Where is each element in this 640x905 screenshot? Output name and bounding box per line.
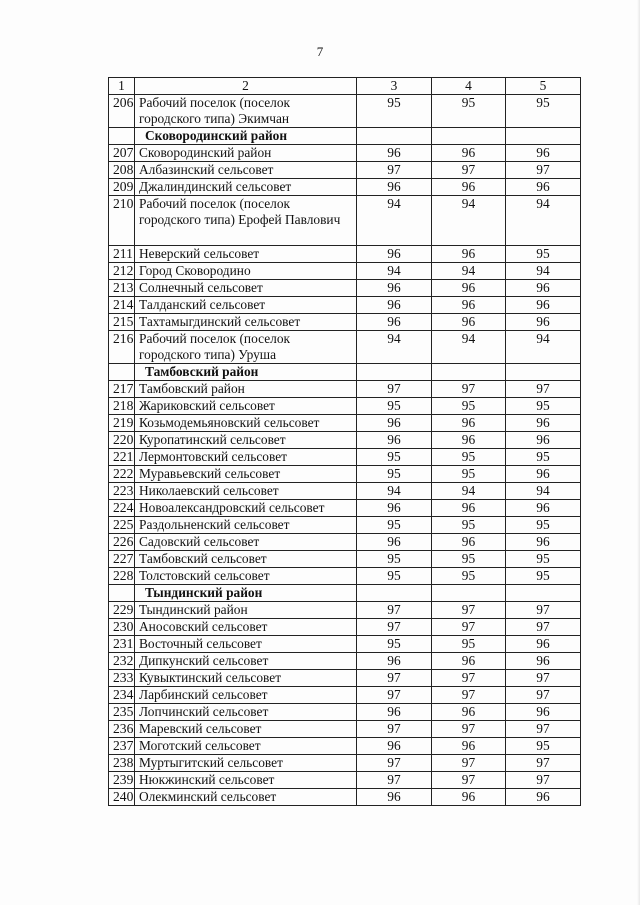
table-row xyxy=(109,687,581,704)
section-title: Тамбовский район xyxy=(135,364,357,381)
row-number: 240 xyxy=(109,789,135,806)
table-row xyxy=(109,331,581,364)
row-number: 211 xyxy=(109,246,135,263)
empty-value-cell xyxy=(506,128,581,145)
empty-value-cell xyxy=(432,128,506,145)
value-col-3: 96 xyxy=(357,789,432,806)
municipality-name: Новоалександровский сельсовет xyxy=(135,500,357,517)
value-col-3: 94 xyxy=(357,483,432,500)
row-number-cell xyxy=(109,128,135,145)
value-col-4: 96 xyxy=(432,653,506,670)
table-row xyxy=(109,500,581,517)
value-col-3: 94 xyxy=(357,263,432,280)
value-col-3: 97 xyxy=(357,670,432,687)
municipality-name: Лопчинский сельсовет xyxy=(135,704,357,721)
value-col-4: 95 xyxy=(432,449,506,466)
value-col-4: 97 xyxy=(432,721,506,738)
value-col-4: 96 xyxy=(432,145,506,162)
section-header-row xyxy=(109,128,581,145)
municipality-name: Тындинский район xyxy=(135,602,357,619)
value-col-5: 97 xyxy=(506,755,581,772)
row-number: 221 xyxy=(109,449,135,466)
table-row xyxy=(109,297,581,314)
value-col-5: 96 xyxy=(506,466,581,483)
municipality-name: Садовский сельсовет xyxy=(135,534,357,551)
value-col-3: 95 xyxy=(357,568,432,585)
value-col-5: 95 xyxy=(506,95,581,128)
table-row xyxy=(109,449,581,466)
value-col-5: 95 xyxy=(506,551,581,568)
value-col-4: 97 xyxy=(432,670,506,687)
value-col-4: 95 xyxy=(432,466,506,483)
municipality-name: Нюкжинский сельсовет xyxy=(135,772,357,789)
row-number: 206 xyxy=(109,95,135,128)
table-row xyxy=(109,263,581,280)
value-col-5: 97 xyxy=(506,602,581,619)
value-col-5: 96 xyxy=(506,704,581,721)
table-body xyxy=(109,78,581,806)
section-header-row xyxy=(109,364,581,381)
row-number: 219 xyxy=(109,415,135,432)
row-number: 222 xyxy=(109,466,135,483)
municipality-name: Ларбинский сельсовет xyxy=(135,687,357,704)
value-col-5: 95 xyxy=(506,449,581,466)
empty-value-cell xyxy=(432,364,506,381)
empty-value-cell xyxy=(432,585,506,602)
value-col-3: 96 xyxy=(357,415,432,432)
value-col-3: 95 xyxy=(357,466,432,483)
value-col-4: 96 xyxy=(432,246,506,263)
value-col-4: 95 xyxy=(432,517,506,534)
row-number: 238 xyxy=(109,755,135,772)
empty-value-cell xyxy=(357,128,432,145)
table-row xyxy=(109,145,581,162)
municipality-name: Тахтамыгдинский сельсовет xyxy=(135,314,357,331)
value-col-3: 96 xyxy=(357,653,432,670)
table-row xyxy=(109,432,581,449)
row-number: 233 xyxy=(109,670,135,687)
row-number: 229 xyxy=(109,602,135,619)
table-row xyxy=(109,721,581,738)
value-col-4: 94 xyxy=(432,263,506,280)
value-col-4: 96 xyxy=(432,179,506,196)
municipality-name: Талданский сельсовет xyxy=(135,297,357,314)
municipality-name: Албазинский сельсовет xyxy=(135,162,357,179)
value-col-3: 96 xyxy=(357,704,432,721)
section-title: Тындинский район xyxy=(135,585,357,602)
header-col-3: 3 xyxy=(357,78,432,95)
municipality-name: Тамбовский сельсовет xyxy=(135,551,357,568)
municipality-name: Моготский сельсовет xyxy=(135,738,357,755)
value-col-4: 96 xyxy=(432,789,506,806)
table-row xyxy=(109,653,581,670)
row-number: 214 xyxy=(109,297,135,314)
value-col-4: 96 xyxy=(432,415,506,432)
value-col-4: 94 xyxy=(432,196,506,246)
row-number: 239 xyxy=(109,772,135,789)
table-row xyxy=(109,466,581,483)
value-col-5: 96 xyxy=(506,653,581,670)
municipality-name: Муравьевский сельсовет xyxy=(135,466,357,483)
value-col-5: 94 xyxy=(506,263,581,280)
value-col-3: 97 xyxy=(357,602,432,619)
table-row xyxy=(109,772,581,789)
table-row xyxy=(109,602,581,619)
row-number: 220 xyxy=(109,432,135,449)
value-col-3: 97 xyxy=(357,755,432,772)
value-col-4: 96 xyxy=(432,500,506,517)
value-col-4: 97 xyxy=(432,619,506,636)
row-number: 208 xyxy=(109,162,135,179)
value-col-5: 96 xyxy=(506,297,581,314)
value-col-4: 96 xyxy=(432,704,506,721)
value-col-3: 96 xyxy=(357,314,432,331)
empty-value-cell xyxy=(506,364,581,381)
value-col-3: 96 xyxy=(357,297,432,314)
row-number: 209 xyxy=(109,179,135,196)
row-number: 227 xyxy=(109,551,135,568)
table-row xyxy=(109,704,581,721)
value-col-4: 96 xyxy=(432,280,506,297)
municipality-name: Маревский сельсовет xyxy=(135,721,357,738)
row-number: 228 xyxy=(109,568,135,585)
row-number: 236 xyxy=(109,721,135,738)
municipality-name: Рабочий поселок (поселок городского типа) Уруша xyxy=(135,331,357,364)
value-col-4: 97 xyxy=(432,162,506,179)
table-row xyxy=(109,517,581,534)
value-col-4: 97 xyxy=(432,381,506,398)
value-col-4: 94 xyxy=(432,483,506,500)
value-col-3: 96 xyxy=(357,738,432,755)
value-col-4: 96 xyxy=(432,297,506,314)
header-col-5: 5 xyxy=(506,78,581,95)
row-number-cell xyxy=(109,364,135,381)
table-row xyxy=(109,162,581,179)
value-col-3: 96 xyxy=(357,145,432,162)
row-number: 217 xyxy=(109,381,135,398)
municipality-name: Олекминский сельсовет xyxy=(135,789,357,806)
value-col-5: 97 xyxy=(506,772,581,789)
value-col-5: 96 xyxy=(506,179,581,196)
value-col-5: 97 xyxy=(506,670,581,687)
value-col-5: 97 xyxy=(506,687,581,704)
row-number: 232 xyxy=(109,653,135,670)
table-row xyxy=(109,755,581,772)
section-header-row xyxy=(109,585,581,602)
value-col-5: 96 xyxy=(506,789,581,806)
municipality-name: Толстовский сельсовет xyxy=(135,568,357,585)
table-row xyxy=(109,196,581,246)
value-col-4: 96 xyxy=(432,314,506,331)
value-col-3: 96 xyxy=(357,432,432,449)
row-number: 237 xyxy=(109,738,135,755)
row-number: 207 xyxy=(109,145,135,162)
value-col-3: 97 xyxy=(357,772,432,789)
row-number: 224 xyxy=(109,500,135,517)
value-col-4: 95 xyxy=(432,568,506,585)
section-title: Сковородинский район xyxy=(135,128,357,145)
municipality-name: Восточный сельсовет xyxy=(135,636,357,653)
value-col-3: 94 xyxy=(357,196,432,246)
row-number: 234 xyxy=(109,687,135,704)
value-col-3: 96 xyxy=(357,280,432,297)
value-col-3: 95 xyxy=(357,517,432,534)
value-col-5: 96 xyxy=(506,500,581,517)
value-col-4: 97 xyxy=(432,755,506,772)
value-col-5: 95 xyxy=(506,738,581,755)
value-col-4: 97 xyxy=(432,687,506,704)
table-row xyxy=(109,551,581,568)
row-number: 223 xyxy=(109,483,135,500)
value-col-3: 96 xyxy=(357,246,432,263)
value-col-5: 97 xyxy=(506,721,581,738)
value-col-4: 96 xyxy=(432,738,506,755)
table-row xyxy=(109,738,581,755)
table-row xyxy=(109,534,581,551)
table-row xyxy=(109,789,581,806)
table-row xyxy=(109,179,581,196)
row-number: 225 xyxy=(109,517,135,534)
value-col-5: 97 xyxy=(506,162,581,179)
value-col-5: 95 xyxy=(506,568,581,585)
value-col-5: 96 xyxy=(506,636,581,653)
value-col-4: 95 xyxy=(432,95,506,128)
municipality-name: Козьмодемьяновский сельсовет xyxy=(135,415,357,432)
row-number: 231 xyxy=(109,636,135,653)
municipality-name: Дипкунский сельсовет xyxy=(135,653,357,670)
municipality-name: Жариковский сельсовет xyxy=(135,398,357,415)
row-number: 235 xyxy=(109,704,135,721)
header-col-4: 4 xyxy=(432,78,506,95)
table-row xyxy=(109,636,581,653)
value-col-4: 95 xyxy=(432,398,506,415)
row-number: 215 xyxy=(109,314,135,331)
value-col-3: 97 xyxy=(357,687,432,704)
value-col-3: 97 xyxy=(357,381,432,398)
row-number-cell xyxy=(109,585,135,602)
municipality-name: Тамбовский район xyxy=(135,381,357,398)
table-row xyxy=(109,246,581,263)
value-col-5: 96 xyxy=(506,145,581,162)
value-col-4: 94 xyxy=(432,331,506,364)
value-col-3: 95 xyxy=(357,95,432,128)
value-col-3: 97 xyxy=(357,162,432,179)
municipality-name: Куропатинский сельсовет xyxy=(135,432,357,449)
value-col-4: 95 xyxy=(432,551,506,568)
municipality-name: Сковородинский район xyxy=(135,145,357,162)
value-col-3: 95 xyxy=(357,449,432,466)
value-col-3: 97 xyxy=(357,721,432,738)
row-number: 213 xyxy=(109,280,135,297)
value-col-4: 96 xyxy=(432,432,506,449)
municipality-name: Муртыгитский сельсовет xyxy=(135,755,357,772)
value-col-5: 97 xyxy=(506,619,581,636)
value-col-4: 97 xyxy=(432,772,506,789)
value-col-5: 94 xyxy=(506,483,581,500)
data-table xyxy=(108,77,581,806)
table-row xyxy=(109,670,581,687)
row-number: 230 xyxy=(109,619,135,636)
value-col-5: 96 xyxy=(506,280,581,297)
value-col-5: 96 xyxy=(506,415,581,432)
table-row xyxy=(109,483,581,500)
municipality-name: Николаевский сельсовет xyxy=(135,483,357,500)
municipality-name: Рабочий поселок (поселок городского типа) Ерофей Павлович xyxy=(135,196,357,246)
value-col-5: 96 xyxy=(506,534,581,551)
row-number: 218 xyxy=(109,398,135,415)
municipality-name: Джалиндинский сельсовет xyxy=(135,179,357,196)
table-row xyxy=(109,568,581,585)
municipality-name: Лермонтовский сельсовет xyxy=(135,449,357,466)
value-col-4: 96 xyxy=(432,534,506,551)
table-row xyxy=(109,415,581,432)
municipality-name: Рабочий поселок (поселок городского типа) Экимчан xyxy=(135,95,357,128)
value-col-5: 95 xyxy=(506,517,581,534)
page-number: 7 xyxy=(316,44,324,59)
value-col-5: 94 xyxy=(506,331,581,364)
empty-value-cell xyxy=(357,364,432,381)
municipality-name: Солнечный сельсовет xyxy=(135,280,357,297)
municipality-name: Раздольненский сельсовет xyxy=(135,517,357,534)
value-col-5: 94 xyxy=(506,196,581,246)
municipality-name: Аносовский сельсовет xyxy=(135,619,357,636)
municipality-name: Неверский сельсовет xyxy=(135,246,357,263)
table-row xyxy=(109,314,581,331)
value-col-5: 96 xyxy=(506,432,581,449)
value-col-5: 96 xyxy=(506,314,581,331)
value-col-3: 96 xyxy=(357,500,432,517)
value-col-3: 95 xyxy=(357,636,432,653)
table-row xyxy=(109,398,581,415)
value-col-3: 95 xyxy=(357,398,432,415)
value-col-3: 94 xyxy=(357,331,432,364)
empty-value-cell xyxy=(357,585,432,602)
value-col-3: 95 xyxy=(357,551,432,568)
table-header-row xyxy=(109,78,581,95)
empty-value-cell xyxy=(506,585,581,602)
table-row xyxy=(109,381,581,398)
header-col-2: 2 xyxy=(135,78,357,95)
row-number: 212 xyxy=(109,263,135,280)
row-number: 226 xyxy=(109,534,135,551)
table-row xyxy=(109,280,581,297)
value-col-3: 97 xyxy=(357,619,432,636)
table-row xyxy=(109,95,581,128)
municipality-name: Город Сковородино xyxy=(135,263,357,280)
header-col-1: 1 xyxy=(109,78,135,95)
row-number: 216 xyxy=(109,331,135,364)
value-col-5: 97 xyxy=(506,381,581,398)
value-col-5: 95 xyxy=(506,246,581,263)
row-number: 210 xyxy=(109,196,135,246)
value-col-4: 97 xyxy=(432,602,506,619)
value-col-4: 95 xyxy=(432,636,506,653)
municipality-name: Кувыктинский сельсовет xyxy=(135,670,357,687)
value-col-3: 96 xyxy=(357,179,432,196)
value-col-3: 96 xyxy=(357,534,432,551)
table-row xyxy=(109,619,581,636)
value-col-5: 95 xyxy=(506,398,581,415)
